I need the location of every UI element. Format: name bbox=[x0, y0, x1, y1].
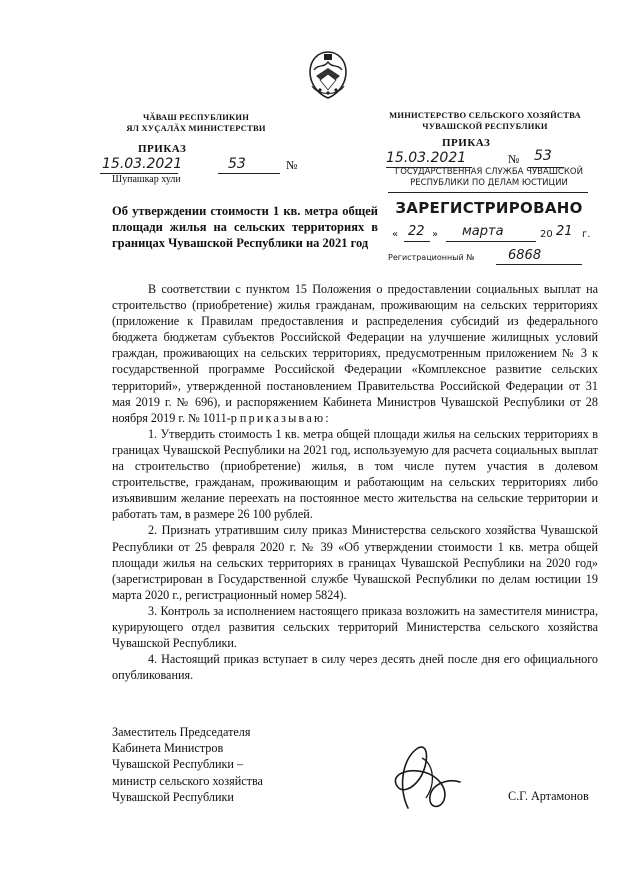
paragraph-preamble bbox=[112, 281, 598, 426]
order-number-right: 53 bbox=[534, 148, 552, 164]
stamp-registration-label: Регистрационный № bbox=[388, 253, 475, 262]
ministry-name-russian-line-1: МИНИСТЕРСТВО СЕЛЬСКОГО ХОЗЯЙСТВА bbox=[389, 110, 581, 120]
stamp-date bbox=[392, 224, 592, 243]
order-number-left: 53 bbox=[228, 156, 246, 172]
chuvash-coat-of-arms-icon bbox=[300, 46, 356, 102]
stamp-month-underline bbox=[446, 241, 536, 242]
handwritten-signature-icon bbox=[378, 738, 474, 818]
issue-city: Шупашкар хули bbox=[112, 174, 181, 185]
stamp-month: марта bbox=[462, 224, 504, 239]
stamp-title: ЗАРЕГИСТРИРОВАНО bbox=[395, 199, 583, 217]
ministry-name-chuvash-line-2: ЯЛ ХУҪАЛӐХ МИНИСТЕРСТВИ bbox=[126, 123, 266, 133]
signatory-name: С.Г. Артамонов bbox=[508, 789, 589, 803]
number-sign-right: № bbox=[508, 152, 520, 166]
document-title: Об утверждении стоимости 1 кв. метра общей площади жилья на сельских территориях в границах Чувашской Республики на 2021 год bbox=[112, 204, 378, 250]
stamp-registration bbox=[388, 248, 594, 265]
paragraph-item-3: 3. Контроль за исполнением настоящего приказа возложить на заместителя министра, курирующего отдел развития сельских территорий Министерства сельского хозяйства Чувашской Республики. bbox=[112, 603, 598, 651]
stamp-registration-underline bbox=[496, 264, 582, 265]
paragraph-item-1: 1. Утвердить стоимость 1 кв. метра общей площади жилья на сельских территориях в границах Чувашской Республики на 2021 год, используемую для расчета социальных выплат на строительство (приобретение) жилья, в том числе путем участия в долевом строительстве, гражданам, проживающим и работающим на сельских территориях либо изъявившим желание переехать на постоянное место жительства на сельские территории и работать там, в размере 26 100 рублей. bbox=[112, 426, 598, 522]
signatory-line-5: Чувашской Республики bbox=[112, 789, 234, 804]
preamble-text: В соответствии с пунктом 15 Положения о предоставлении социальных выплат на строительство (приобретение) жилья гражданам, проживающим на сельских территориях (приложение к Правилам предоставления и распределения субсидий из федерального бюджета бюджетам субъектов Российской Федерации на улучшение жилищных условий граждан, проживающих на сельских территориях, предусмотренным приложением № 3 к государственной программе Российской Федерации «Комплексное развитие сельских территорий», утвержденной постановлением Правительства Российской Федерации от 31 мая 2019 г. № 696), и распоряжением Кабинета Министров Чувашской Республики от 28 ноября 2019 г. № 1011-р bbox=[112, 282, 598, 425]
ministry-name-russian bbox=[380, 110, 590, 132]
number-sign-left: № bbox=[286, 158, 298, 172]
paragraph-item-4: 4. Настоящий приказ вступает в силу через десять дней после дня его официального опубликования. bbox=[112, 652, 598, 683]
stamp-year-prefix: 20 bbox=[540, 229, 553, 240]
signatory-line-1: Заместитель Председателя bbox=[112, 725, 251, 739]
order-word-chuvash: ПРИКАЗ bbox=[138, 143, 187, 155]
stamp-year-suffix: 21 bbox=[556, 224, 573, 239]
order-phrase: приказываю: bbox=[239, 410, 331, 425]
stamp-quote-open: « bbox=[392, 229, 399, 240]
registration-stamp bbox=[384, 167, 594, 263]
order-number-line-left bbox=[100, 158, 305, 174]
order-number-line-right bbox=[386, 148, 596, 168]
stamp-registration-number: 6868 bbox=[508, 248, 542, 263]
signatory-line-4: министр сельского хозяйства bbox=[112, 773, 263, 788]
stamp-year-unit: г. bbox=[582, 229, 591, 240]
stamp-quote-close: » bbox=[432, 229, 439, 240]
ministry-name-chuvash bbox=[96, 112, 296, 134]
ministry-name-russian-line-2: ЧУВАШСКОЙ РЕСПУБЛИКИ bbox=[422, 121, 548, 131]
stamp-divider bbox=[388, 192, 588, 193]
document-body bbox=[112, 281, 598, 683]
order-date-right: 15.03.2021 bbox=[386, 150, 467, 166]
signatory-line-2: Кабинета Министров bbox=[112, 741, 224, 756]
signatory-line-3: Чувашской Республики – bbox=[112, 757, 244, 772]
ministry-name-chuvash-line-1: ЧӐВАШ РЕСПУБЛИКИН bbox=[142, 112, 250, 122]
order-word-russian: ПРИКАЗ bbox=[442, 137, 491, 149]
order-date-left: 15.03.2021 bbox=[102, 156, 183, 172]
number-underline-left bbox=[218, 173, 280, 174]
signatory-position bbox=[112, 724, 352, 805]
stamp-agency-line-2: РЕСПУБЛИКИ ПО ДЕЛАМ ЮСТИЦИИ bbox=[410, 178, 568, 188]
stamp-agency-line-1: ГОСУДАРСТВЕННАЯ СЛУЖБА ЧУВАШСКОЙ bbox=[395, 167, 583, 177]
paragraph-item-2: 2. Признать утратившим силу приказ Министерства сельского хозяйства Чувашской Республики от 25 февраля 2020 г. № 39 «Об утверждении стоимости 1 кв. метра общей площади жилья на сельских территориях в границах Чувашской Республики на 2020 год» (зарегистрирован в Государственной службе Чувашской Республики по делам юстиции 19 марта 2020 г., регистрационный номер 5824). bbox=[112, 523, 598, 602]
stamp-day: 22 bbox=[408, 224, 425, 239]
stamp-day-underline bbox=[404, 241, 430, 242]
